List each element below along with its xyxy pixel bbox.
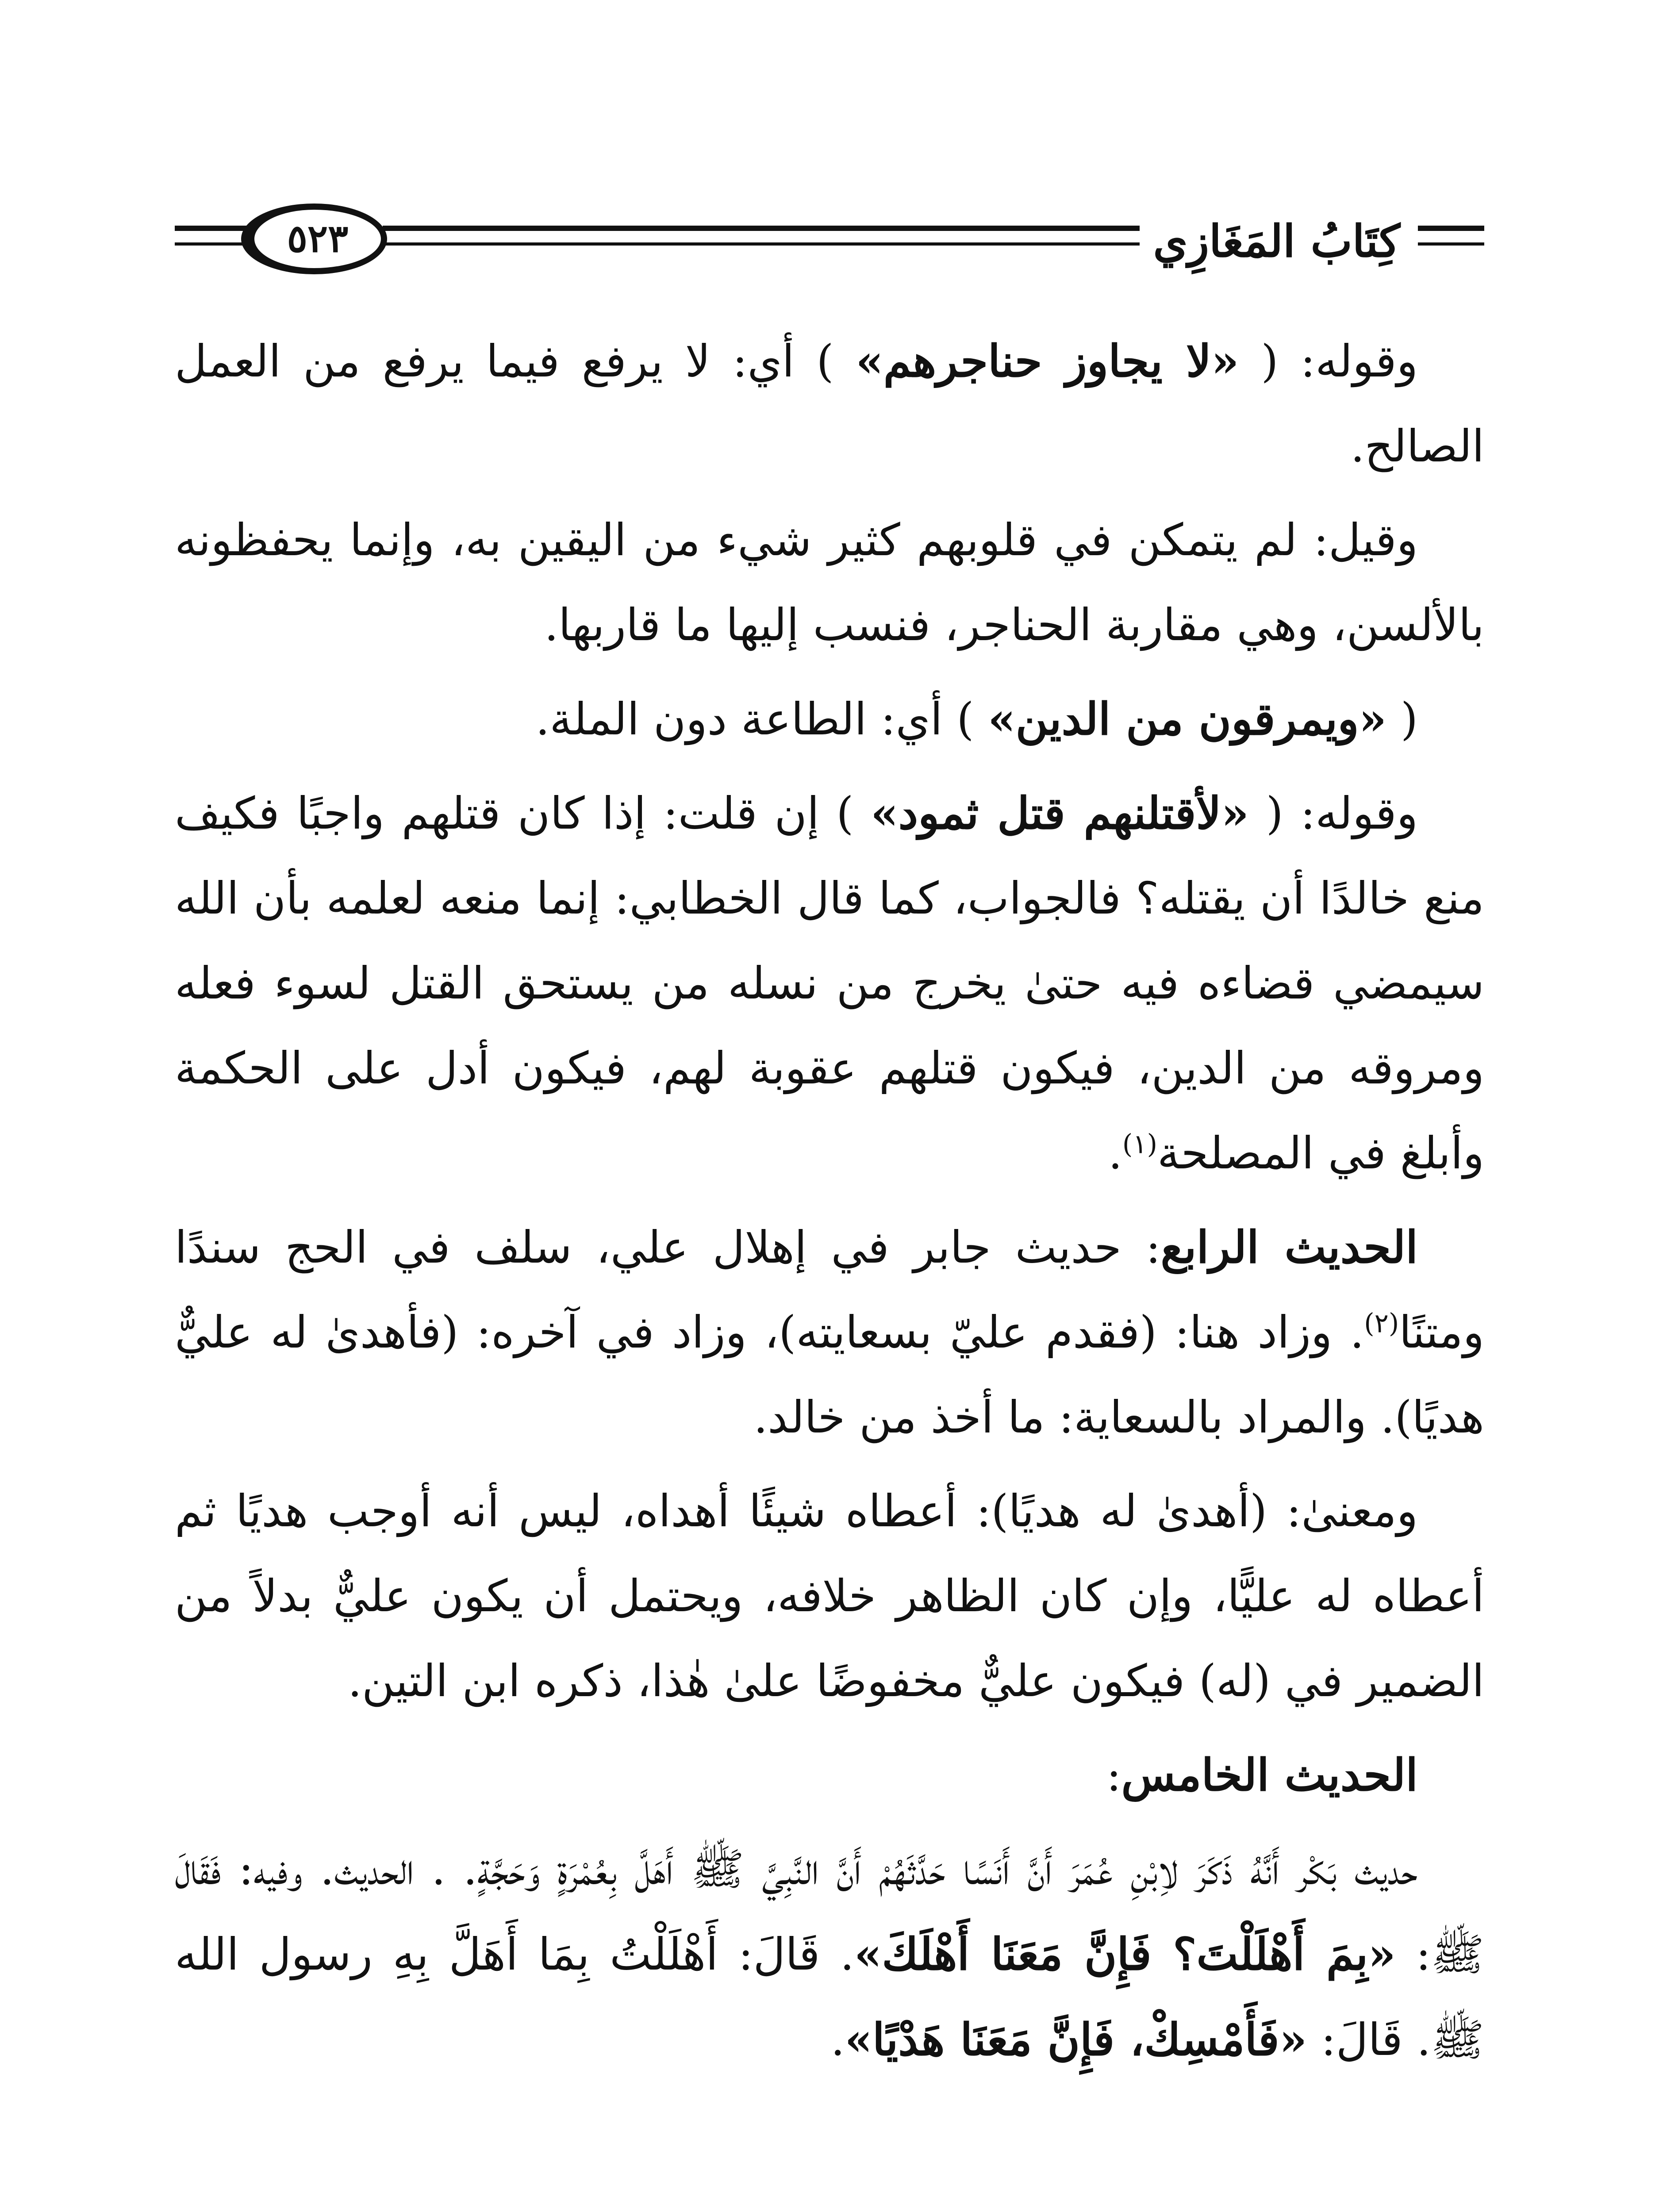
text-segment: حديث بَكْر أَنَّهُ ذَكَرَ لاِبْنِ عُمَرَ أَنَّ أَنَسًا حَدَّثَهُمْ أَنَّ النَّبِيَّ ﷺ أَهَلَّ بِعُمْرَةٍ وَحَجَّةٍ. . الحديث. وفيه: فَقَالَ ﷺ: bbox=[175, 1843, 1485, 1980]
text-segment: وقوله: ( bbox=[1239, 335, 1418, 387]
paragraph bbox=[175, 319, 1484, 489]
paragraph bbox=[175, 1469, 1484, 1724]
text-segment: «فَأَمْسِكْ، فَإِنَّ مَعَنَا هَدْيًا» bbox=[845, 2013, 1307, 2066]
text-segment: : حديث جابر في إهلال علي، سلف في الحج سندًا ومتنًا bbox=[175, 1221, 1484, 1358]
footnote-ref: (١) bbox=[1122, 1129, 1157, 1160]
paragraph bbox=[175, 1205, 1484, 1460]
text-segment: . قَالَ: أَهْلَلْتُ بِمَا أَهَلَّ بِهِ رسول الله ﷺ. قَالَ: bbox=[175, 1928, 1484, 2066]
header-rule-right-thin bbox=[1418, 242, 1484, 246]
body-text bbox=[175, 319, 1484, 2091]
header-rule-right bbox=[1418, 226, 1484, 231]
text-segment: «لأقتلنهم قتل ثمود» bbox=[871, 787, 1249, 839]
text-segment: وقيل: لم يتمكن في قلوبهم كثير شيء من اليقين به، وإنما يحفظونه بالألسن، وهي مقاربة الحناجر، فنسب إليها ما قاربها. bbox=[175, 514, 1484, 651]
page-header bbox=[175, 195, 1484, 292]
header-rule-middle-thin bbox=[383, 242, 1267, 246]
text-segment: ومعنىٰ: (أهدىٰ له هديًا): أعطاه شيئًا أهداه، ليس أنه أوجب هديًا ثم أعطاه له عليًّا، وإن كان الظاهر خلافه، ويحتمل أن يكون عليٌّ بدلاً من الضمير في (له) فيكون عليٌّ مخفوضًا علىٰ هٰذا، ذكره ابن التين. bbox=[175, 1485, 1484, 1707]
page-number-frame bbox=[241, 204, 387, 274]
text-segment: «ويمرقون من الدين» bbox=[988, 693, 1387, 745]
paragraph bbox=[175, 676, 1484, 762]
paragraph bbox=[175, 498, 1484, 668]
text-segment: «لا يجاوز حناجرهم» bbox=[856, 335, 1239, 387]
paragraph bbox=[175, 1827, 1484, 2082]
chapter-title: كِتَابُ المَغَازِي bbox=[1140, 212, 1413, 270]
text-segment: . وزاد هنا: (فقدم عليّ بسعايته)، وزاد في آخره: (فأهدىٰ له عليٌّ هديًا). والمراد بالسعاية: ما أخذ من خالد. bbox=[175, 1306, 1484, 1443]
text-segment: . bbox=[830, 2014, 845, 2066]
text-segment: : bbox=[1106, 1749, 1121, 1801]
header-rule-middle bbox=[383, 226, 1267, 231]
footnote-ref: (٢) bbox=[1364, 1308, 1399, 1339]
page-number: ٥٢٣ bbox=[287, 216, 349, 261]
text-segment: الحديث الخامس bbox=[1121, 1749, 1418, 1801]
text-segment: . bbox=[1108, 1127, 1122, 1179]
text-segment: ) أي: لا يرفع فيما يرفع من العمل الصالح. bbox=[175, 335, 1484, 472]
text-segment: «بِمَ أَهْلَلْتَ؟ فَإِنَّ مَعَنَا أَهْلَكَ» bbox=[854, 1928, 1396, 1980]
text-segment: الحديث الرابع bbox=[1160, 1221, 1418, 1273]
text-segment: ( bbox=[1386, 693, 1418, 745]
text-segment: ) أي: الطاعة دون الملة. bbox=[535, 693, 988, 745]
text-segment: وقوله: ( bbox=[1249, 787, 1418, 839]
text-segment: ) إن قلت: إذا كان قتلهم واجبًا فكيف منع خالدًا أن يقتله؟ فالجواب، كما قال الخطابي: إنما منعه لعلمه بأن الله سيمضي قضاءه فيه حتىٰ يخرج من نسله من يستحق القتل لسوء فعله ومروقه من الدين، فيكون قتلهم عقوبة لهم، فيكون أدل على الحكمة وأبلغ في المصلحة bbox=[175, 787, 1484, 1179]
paragraph bbox=[175, 771, 1484, 1196]
paragraph bbox=[175, 1732, 1484, 1818]
